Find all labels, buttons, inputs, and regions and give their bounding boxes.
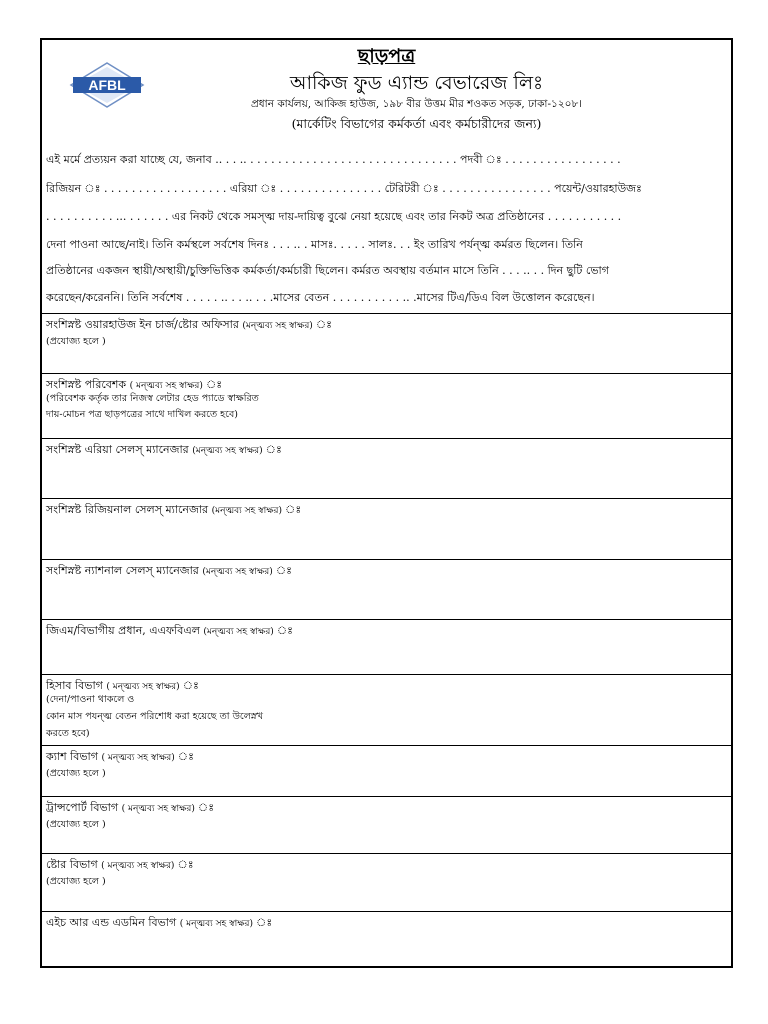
logo-text: AFBL bbox=[88, 77, 126, 93]
section-heading: সংশিস্নষ্ট ন্যাশনাল সেলস্ ম্যানেজার (মন্ত্মব্য সহ স্বাক্ষর) ঃ bbox=[46, 564, 292, 577]
certificate-line: . . . . . . . . . . ... . . . . . . এর নিকট থেকে সমস্ত্ম দায়-দায়িত্ব বুঝে নেয়া হয়েছে এবং তার নিকট অত্র প্রতিষ্ঠানের . . . . . . . . . . . bbox=[46, 210, 622, 223]
section-heading: হিসাব বিভাগ ( মন্ত্মব্য সহ স্বাক্ষর) ঃ bbox=[46, 679, 199, 692]
section-heading: ট্রান্সপোর্ট বিভাগ ( মন্ত্মব্য সহ স্বাক্ষর) ঃ bbox=[46, 801, 215, 814]
department-note: (মার্কেটিং বিভাগের কর্মকর্তা এবং কর্মচারীদের জন্য) bbox=[291, 116, 542, 131]
section-note: করতে হবে) bbox=[46, 728, 90, 739]
approval-section[interactable] bbox=[42, 745, 731, 797]
certificate-line: প্রতিষ্ঠানের একজন স্থায়ী/অস্থায়ী/চুক্তিভিত্তিক কর্মকর্তা/কর্মচারী ছিলেন। কর্মরত অবস্থায় বর্তমান মাসে তিনি . . . .. . . দিন ছুটি ভোগ bbox=[46, 264, 609, 277]
section-heading: ক্যাশ বিভাগ ( মন্ত্মব্য সহ স্বাক্ষর) ঃ bbox=[46, 750, 194, 763]
section-heading: এইচ আর এন্ড এডমিন বিভাগ ( মন্ত্মব্য সহ স্বাক্ষর) ঃ bbox=[46, 916, 273, 929]
section-note: দায়-মোচন পত্র ছাড়পত্রের সাথে দাখিল করতে হবে) bbox=[46, 409, 238, 420]
section-heading: সংশিস্নষ্ট পরিবেশক ( মন্ত্মব্য সহ স্বাক্ষর) ঃ bbox=[46, 378, 223, 391]
approval-section[interactable] bbox=[42, 853, 731, 912]
section-heading: সংশিস্নষ্ট ওয়ারহাউজ ইন চার্জ/ষ্টোর অফিসার (মন্ত্মব্য সহ স্বাক্ষর) ঃ bbox=[46, 318, 333, 331]
section-note: (প্রযোজ্য হলে ) bbox=[46, 819, 106, 830]
section-heading: জিএম/বিভাগীয় প্রধান, এএফবিএল (মন্ত্মব্য সহ স্বাক্ষর) ঃ bbox=[46, 624, 294, 637]
approval-section[interactable] bbox=[42, 674, 731, 746]
approval-section[interactable] bbox=[42, 498, 731, 560]
page-title: ছাড়পত্র bbox=[357, 45, 416, 67]
certificate-line: করেছেন/করেননি। তিনি সর্বশেষ . . . . . .. . . .. . . .মাসের বেতন . . . . . . . . . . .. .মাসের টিএ/ডিএ বিল উত্তোলন করেছেন। bbox=[46, 291, 595, 304]
approval-section[interactable] bbox=[42, 796, 731, 854]
clearance-form bbox=[40, 38, 733, 968]
section-note: (পরিবেশক কর্তৃক তার নিজস্ব লেটার হেড প্যাডে স্বাক্ষরিত bbox=[46, 393, 259, 404]
approval-section[interactable] bbox=[42, 619, 731, 675]
company-name: আকিজ ফুড এ্যান্ড বেভারেজ লিঃ bbox=[289, 72, 544, 94]
approval-section[interactable] bbox=[42, 313, 731, 374]
approval-section[interactable] bbox=[42, 373, 731, 439]
certificate-line: এই মর্মে প্রত্যয়ন করা যাচ্ছে যে, জনাব .. . . .. . . . . . . . . . . . . . . . . . . . . . . . . . . . . . . পদবী ঃ . . . . . . . . . . . . . . . . . bbox=[46, 153, 621, 166]
section-heading: ষ্টোর বিভাগ ( মন্ত্মব্য সহ স্বাক্ষর) ঃ bbox=[46, 858, 194, 871]
section-note: (প্রযোজ্য হলে ) bbox=[46, 876, 106, 887]
approval-section[interactable] bbox=[42, 911, 731, 969]
approval-section[interactable] bbox=[42, 438, 731, 499]
company-address: প্রধান কার্যলয়, আকিজ হাউজ, ১৯৮ বীর উত্তম মীর শওকত সড়ক, ঢাকা-১২০৮। bbox=[250, 98, 583, 110]
section-heading: সংশিস্নষ্ট এরিয়া সেলস্ ম্যানেজার (মন্ত্মব্য সহ স্বাক্ষর) ঃ bbox=[46, 443, 282, 456]
certificate-line: রিজিয়ন ঃ . . . . . . . . . . . . . . . . . . এরিয়া ঃ . . . . . . . . . . . . . . . টেরিটরী ঃ . . . . . . . . . . . . . . . . পয়েন্ট/ওয়ারহাউজঃ bbox=[46, 182, 642, 195]
section-note: কোন মাস পযন্ত্ম বেতন পরিশোধ করা হয়েছে তা উলেস্নখ bbox=[46, 711, 264, 722]
certificate-line: দেনা পাওনা আছে/নাই। তিনি কর্মস্থলে সর্বশেষ দিনঃ . . . .. . মাসঃ. . . . . সালঃ. . . ইং তারিখ পর্যন্ত্ম কর্মরত ছিলেন। তিনি bbox=[46, 238, 583, 251]
approval-section[interactable] bbox=[42, 559, 731, 620]
section-heading: সংশিস্নষ্ট রিজিয়নাল সেলস্ ম্যানেজার (মন্ত্মব্য সহ স্বাক্ষর) ঃ bbox=[46, 503, 302, 516]
section-note: (প্রযোজ্য হলে ) bbox=[46, 768, 106, 779]
section-note: (প্রযোজ্য হলে ) bbox=[46, 336, 106, 347]
section-note: (দেনা/পাওনা থাকলে ও bbox=[46, 694, 135, 705]
